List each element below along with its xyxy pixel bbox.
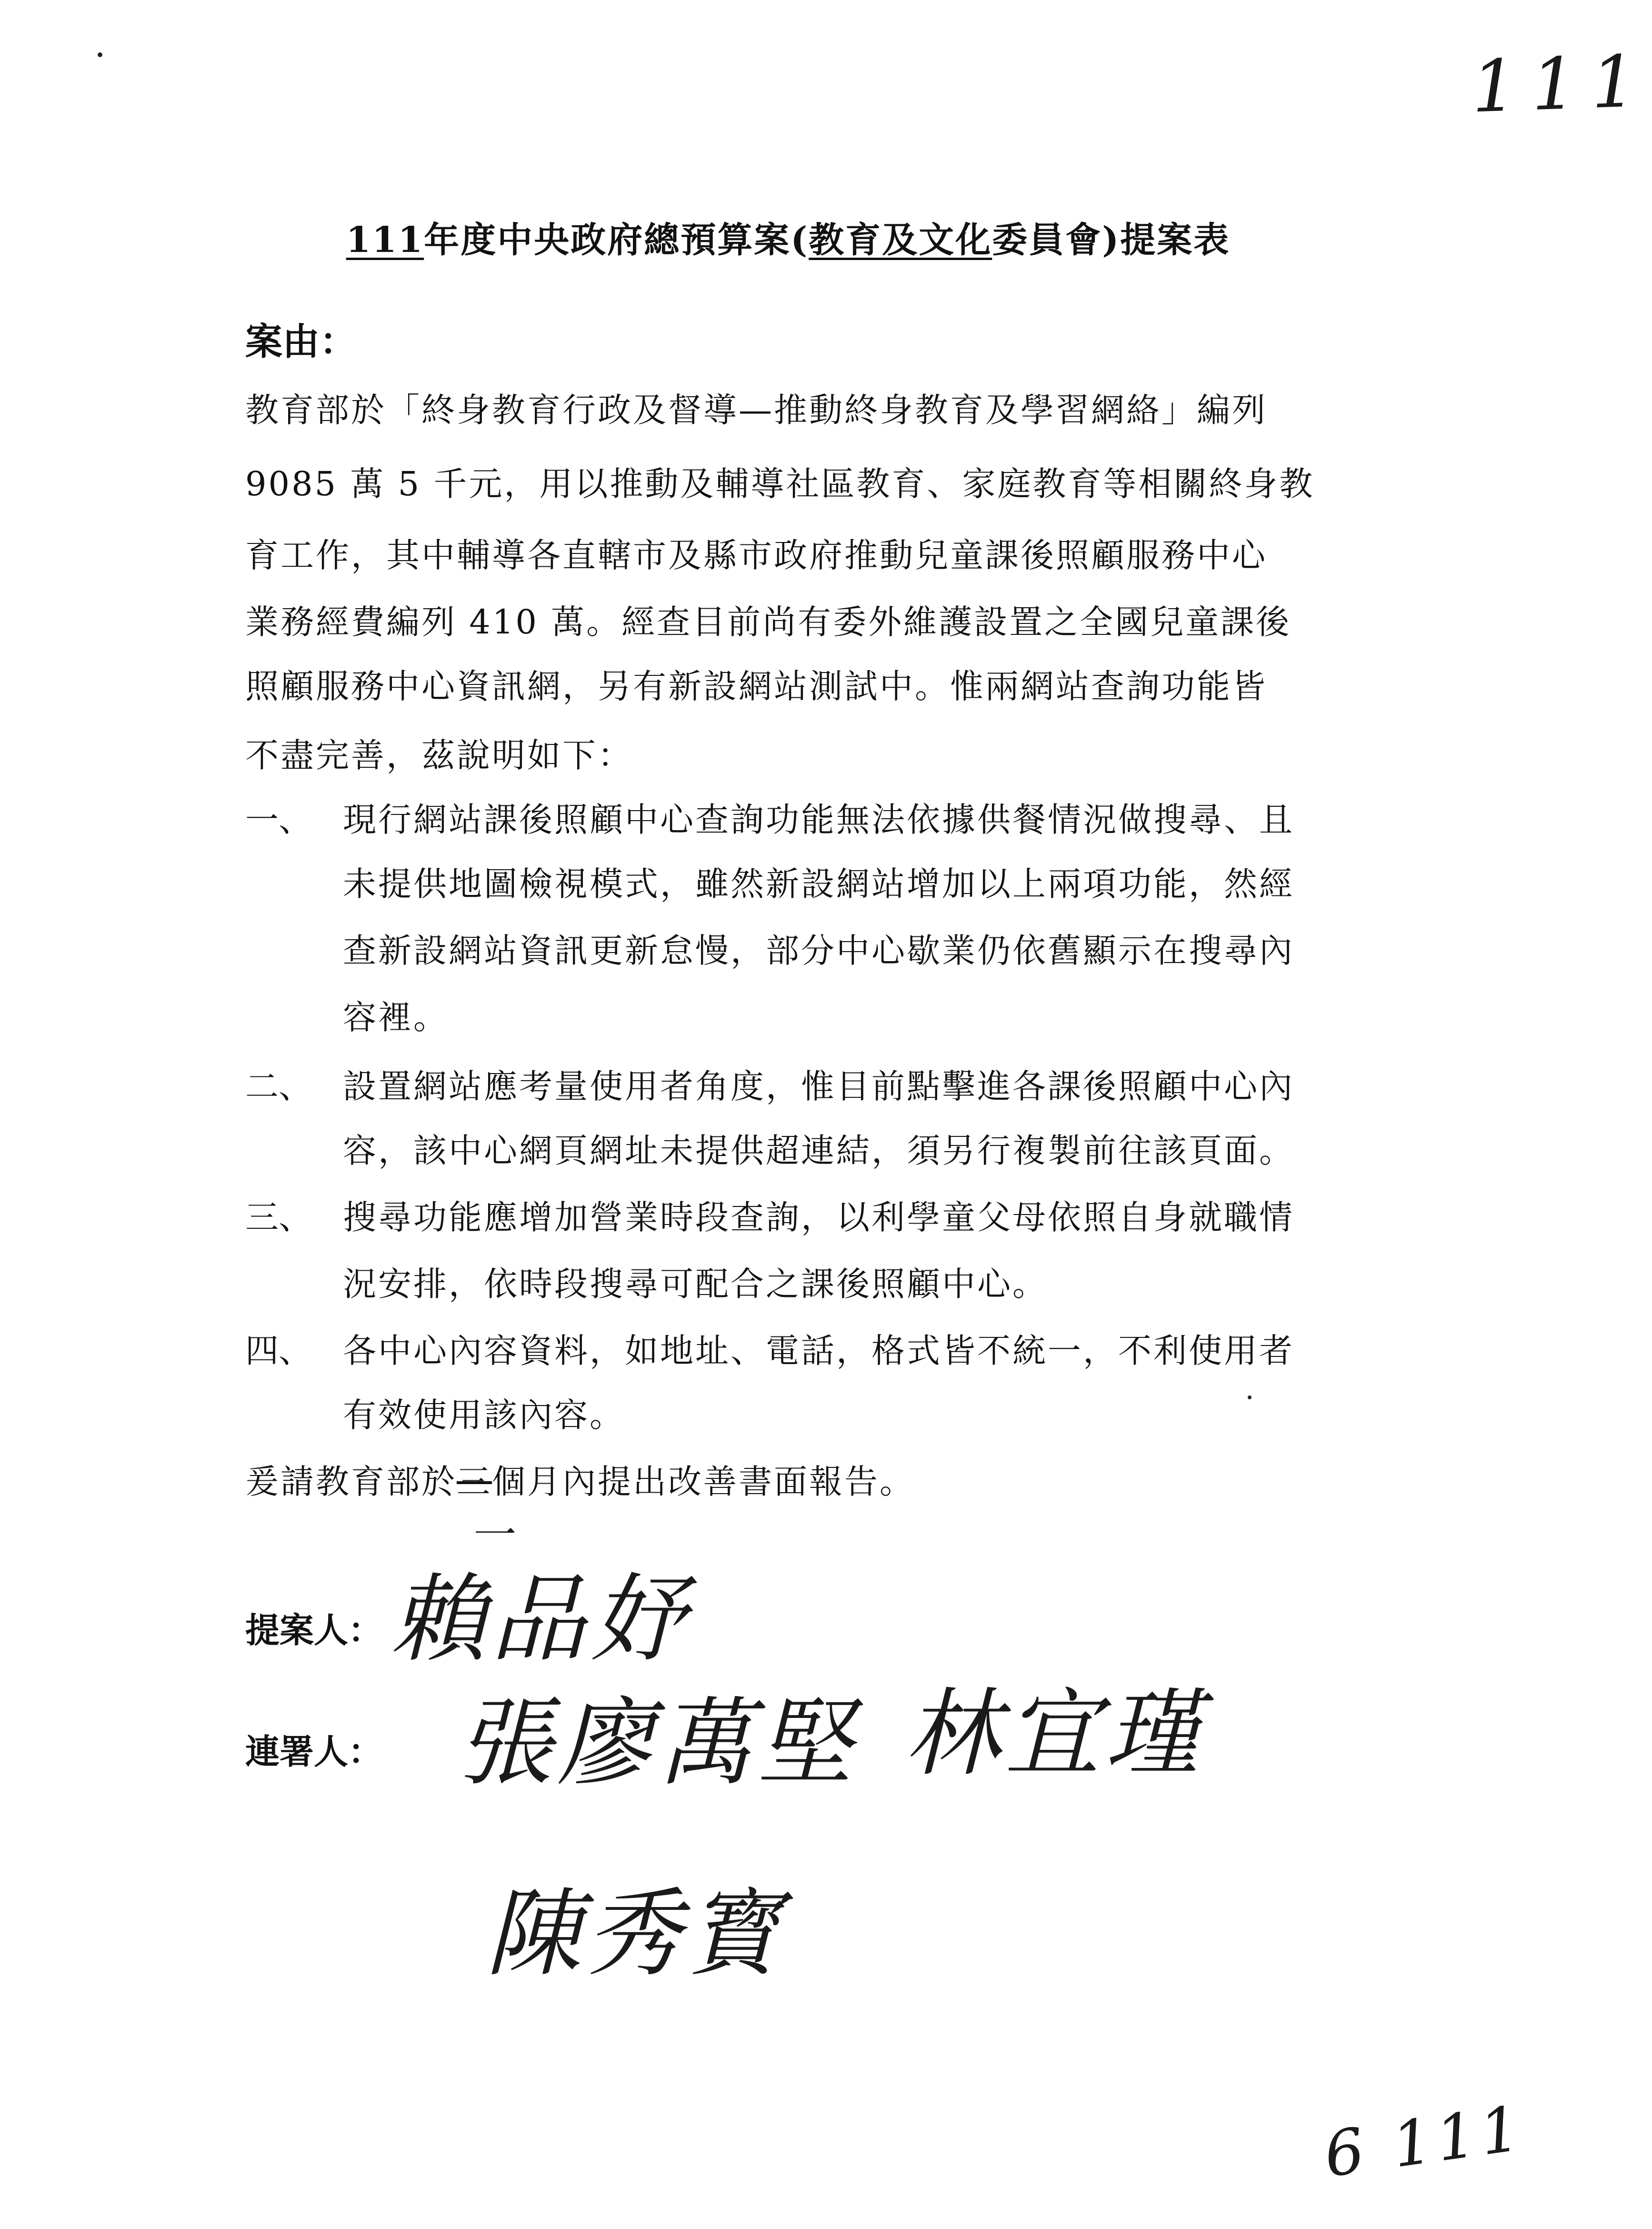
item-number: 一、 <box>245 800 312 839</box>
reason-line: 教育部於「終身教育行政及督導—推動終身教育及學習網絡」編列 <box>245 391 1267 430</box>
item-line: 設置網站應考量使用者角度，惟目前點擊進各課後照顧中心內 <box>343 1067 1294 1106</box>
cosigner-signature: 張廖萬堅 <box>457 1688 858 1799</box>
cosigner-label: 連署人： <box>245 1731 383 1772</box>
item-number: 三、 <box>245 1198 312 1237</box>
cosigner-signature: 陳秀寳 <box>486 1878 786 1989</box>
struck-correction: 三 <box>457 1462 492 1501</box>
item-line: 搜尋功能應增加營業時段查詢，以利學童父母依照自身就職情 <box>343 1198 1294 1237</box>
item-line: 現行網站課後照顧中心查詢功能無法依據供餐情況做搜尋、且 <box>343 800 1294 839</box>
reason-line: 業務經費編列 410 萬。經查目前尚有委外維護設置之全國兒童課後 <box>245 602 1292 642</box>
title-committee: 教育及文化 <box>809 220 992 261</box>
page-number-mark: 6 111 <box>1320 2091 1529 2191</box>
closing-request <box>245 1455 915 1503</box>
item-number: 二、 <box>245 1067 312 1106</box>
scan-speck <box>98 52 102 57</box>
item-number: 四、 <box>245 1331 312 1370</box>
item-line: 查新設網站資訊更新怠慢，部分中心歇業仍依舊顯示在搜尋內 <box>343 931 1294 970</box>
reason-line: 照顧服務中心資訊網，另有新設網站測試中。惟兩網站查詢功能皆 <box>245 667 1267 706</box>
page-number-mark: 111 <box>1470 40 1652 129</box>
handwritten-insertion: 一 <box>469 1510 512 1560</box>
item-line: 容裡。 <box>343 998 449 1037</box>
title-part1: 年度中央政府總預算案( <box>424 220 809 261</box>
scan-speck <box>1248 1396 1252 1399</box>
title-part2: 委員會)提案表 <box>992 220 1231 261</box>
closing-after: 個月內提出改善書面報告。 <box>492 1462 915 1501</box>
reason-line: 不盡完善，茲說明如下： <box>245 736 633 775</box>
item-line: 容，該中心網頁網址未提供超連結，須另行複製前往該頁面。 <box>343 1131 1294 1170</box>
item-line: 各中心內容資料，如地址、電話，格式皆不統一，不利使用者 <box>343 1331 1294 1370</box>
closing-before: 爰請教育部於 <box>245 1462 457 1501</box>
cosigner-signature: 林宜瑾 <box>905 1678 1205 1789</box>
title-year: 111 <box>346 220 424 261</box>
proposer-label: 提案人： <box>245 1610 383 1650</box>
proposer-signature: 賴品妤 <box>390 1564 691 1675</box>
item-line: 未提供地圖檢視模式，雖然新設網站增加以上兩項功能，然經 <box>343 864 1294 904</box>
item-line: 況安排，依時段搜尋可配合之課後照顧中心。 <box>343 1265 1048 1304</box>
item-line: 有效使用該內容。 <box>343 1396 625 1435</box>
reason-line: 9085 萬 5 千元，用以推動及輔導社區教育、家庭教育等相關終身教 <box>245 464 1315 503</box>
document-title <box>0 212 1576 262</box>
reason-line: 育工作，其中輔導各直轄市及縣市政府推動兒童課後照顧服務中心 <box>245 536 1267 575</box>
reason-label: 案由： <box>245 320 357 363</box>
